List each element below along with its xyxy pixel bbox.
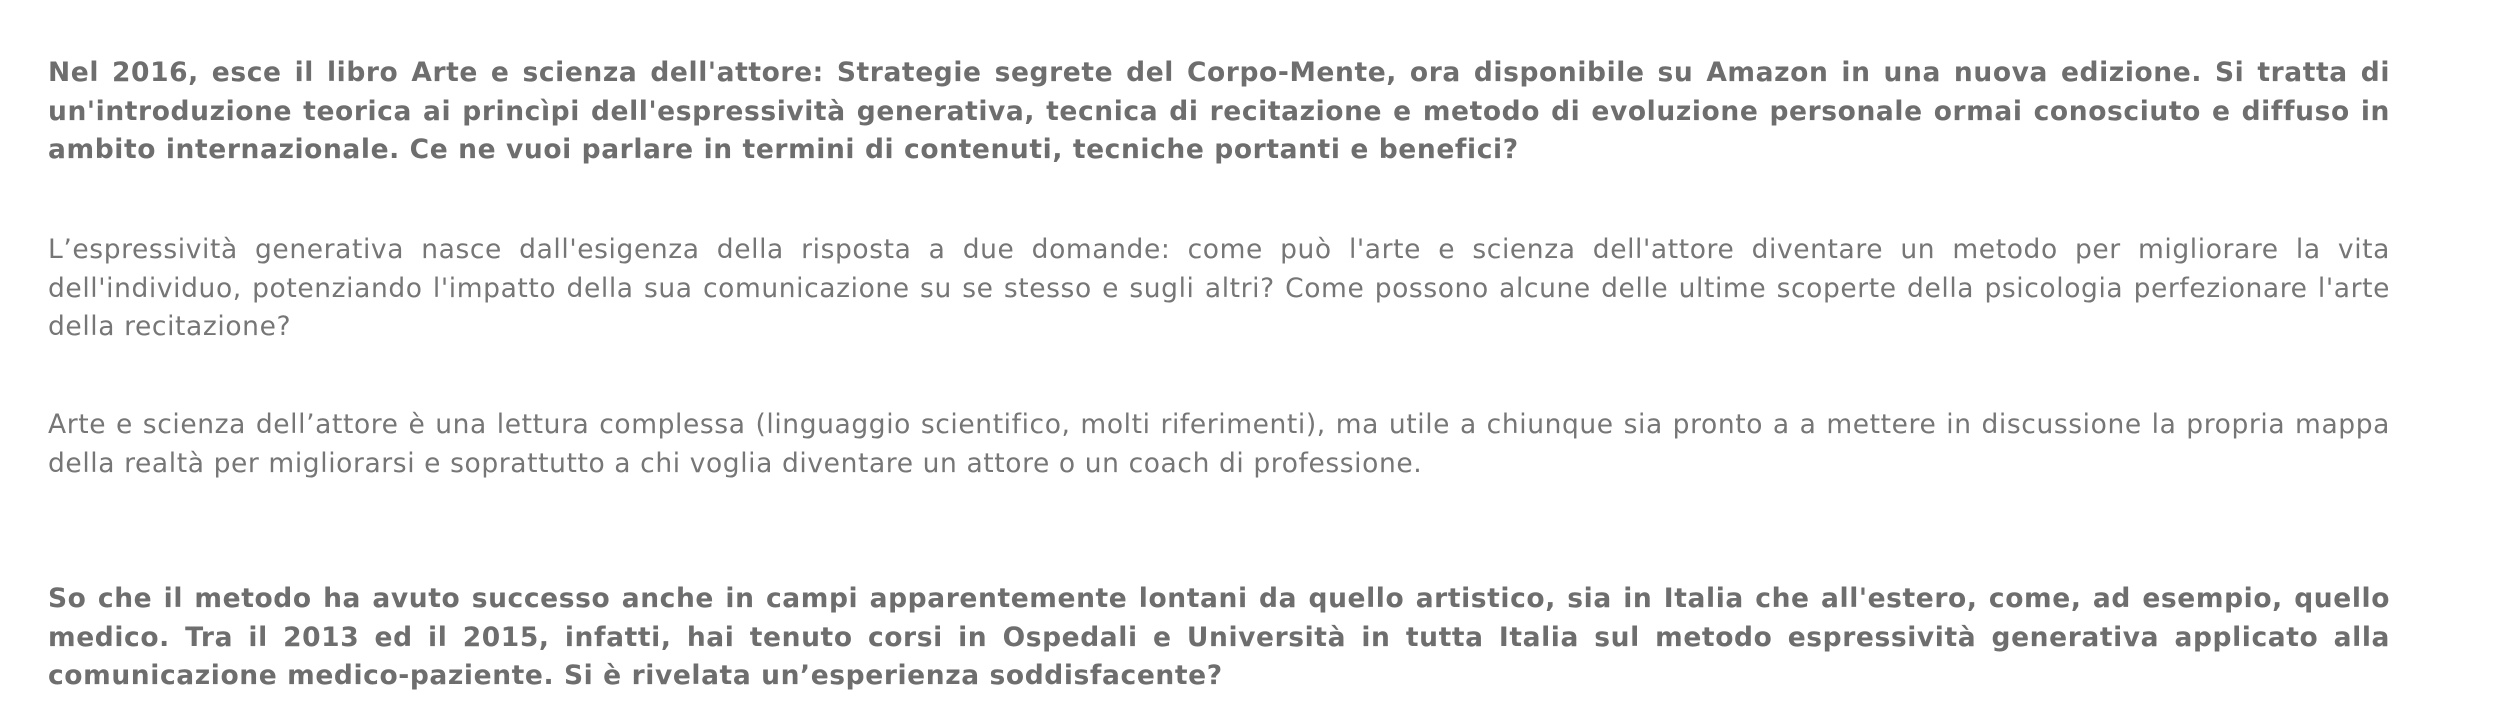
interview-question-2: So che il metodo ha avuto successo anche in campi apparentemente lontani da quello artistico, sia in Italia che all'estero, come, ad esempio, quello medico. Tra il 2013 ed il 2015, infatti, hai tenuto corsi in Ospedali e Università in tutta Italia sul metodo espressività generativa applicato alla comunicazione medico-paziente. Si è rivelata un’esperienza soddisfacente? [48,583,2390,691]
interview-answer-2: Arte e scienza dell’attore è una lettura complessa (linguaggio scientifico, molti riferimenti), ma utile a chiunque sia pronto a a mettere in discussione la propria mappa della realtà per migliorarsi e soprattutto a chi voglia diventare un attore o un coach di professione. [48,409,2390,479]
interview-answer-1: L’espressività generativa nasce dall'esigenza della risposta a due domande: come può l'arte e scienza dell'attore diventare un metodo per migliorare la vita dell'individuo, potenziando l'impatto della sua comunicazione su se stesso e sugli altri? Come possono alcune delle ultime scoperte della psicologia perfezionare l'arte della recitazione? [48,234,2390,342]
interview-question-1: Nel 2016, esce il libro Arte e scienza dell'attore: Strategie segrete del Corpo-Mente, ora disponibile su Amazon in una nuova edizione. Si tratta di un'introduzione teorica ai princìpi dell'espressività generativa, tecnica di recitazione e metodo di evoluzione personale ormai conosciuto e diffuso in ambito internazionale. Ce ne vuoi parlare in termini di contenuti, tecniche portanti e benefici? [48,57,2390,165]
